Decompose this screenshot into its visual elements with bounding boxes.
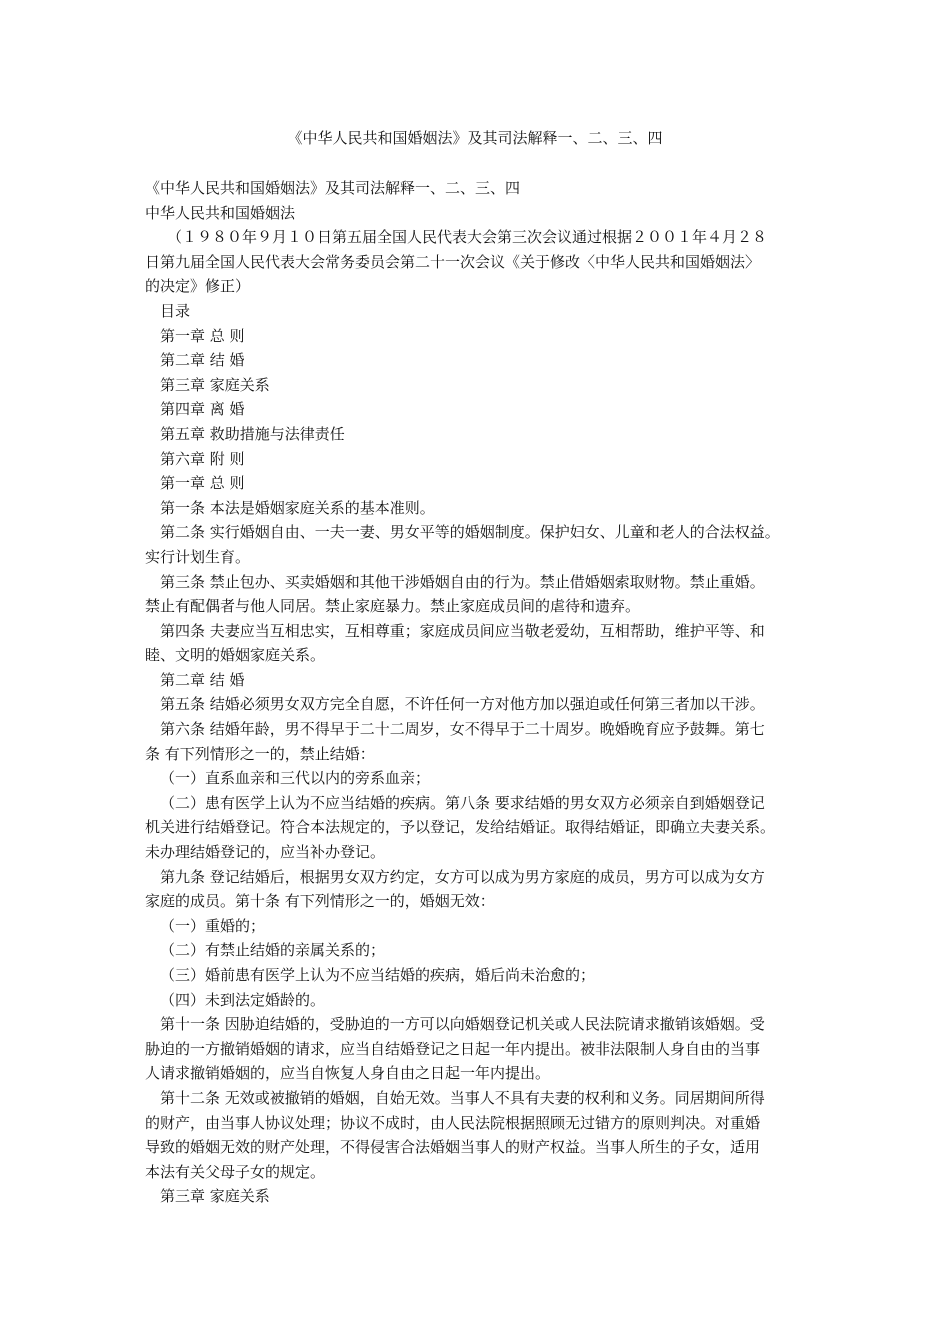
text-line: 的财产，由当事人协议处理；协议不成时，由人民法院根据照顾无过错方的原则判决。对重婚 [145,1113,761,1132]
text-line: 条 有下列情形之一的，禁止结婚： [145,744,375,763]
text-line: 实行计划生育。 [145,547,251,566]
text-line: （一）直系血亲和三代以内的旁系血亲； [160,769,431,788]
text-line: 机关进行结婚登记。符合本法规定的，予以登记，发给结婚证。取得结婚证，即确立夫妻关系。 [145,818,776,837]
text-line: 目录 [160,301,191,320]
text-line: 日第九届全国人民代表大会常务委员会第二十一次会议《关于修改〈中华人民共和国婚姻法〉 [145,252,761,271]
text-line: 人请求撤销婚姻的，应当自恢复人身自由之日起一年内提出。 [145,1064,551,1083]
text-line: 第二章 结 婚 [160,351,245,370]
text-line: 禁止有配偶者与他人同居。禁止家庭暴力。禁止家庭成员间的虐待和遗弃。 [145,597,641,616]
document-title: 《中华人民共和国婚姻法》及其司法解释一、二、三、四 [287,129,663,147]
text-line: 睦、文明的婚姻家庭关系。 [145,646,326,665]
text-line: 第三章 家庭关系 [160,375,270,394]
text-line: 的决定》修正） [145,277,251,296]
text-line: （１９８０年９月１０日第五届全国人民代表大会第三次会议通过根据２００１年４月２８ [167,228,768,247]
text-line: 第十二条 无效或被撤销的婚姻，自始无效。当事人不具有夫妻的权利和义务。同居期间所得 [160,1088,765,1107]
text-line: 第六章 附 则 [160,449,245,468]
text-line: （二）有禁止结婚的亲属关系的； [160,941,386,960]
text-line: 第二章 结 婚 [160,670,245,689]
text-line: 第十一条 因胁迫结婚的，受胁迫的一方可以向婚姻登记机关或人民法院请求撤销该婚姻。受 [160,1015,765,1034]
text-line: 第一章 总 则 [160,326,245,345]
text-line: 第二条 实行婚姻自由、一夫一妻、男女平等的婚姻制度。保护妇女、儿童和老人的合法权益。 [160,523,780,542]
text-line: （四）未到法定婚龄的。 [160,990,326,1009]
text-line: 《中华人民共和国婚姻法》及其司法解释一、二、三、四 [145,179,521,197]
text-line: 胁迫的一方撤销婚姻的请求，应当自结婚登记之日起一年内提出。被非法限制人身自由的当事 [145,1039,761,1058]
text-line: 未办理结婚登记的，应当补办登记。 [145,843,386,862]
text-line: （二）患有医学上认为不应当结婚的疾病。第八条 要求结婚的男女双方必须亲自到婚姻登记 [160,793,765,812]
text-line: 中华人民共和国婚姻法 [145,203,296,222]
text-line: 第三章 家庭关系 [160,1187,270,1206]
text-line: 第四章 离 婚 [160,400,245,419]
text-line: 第三条 禁止包办、买卖婚姻和其他干涉婚姻自由的行为。禁止借婚姻索取财物。禁止重婚。 [160,572,765,591]
text-line: 家庭的成员。第十条 有下列情形之一的，婚姻无效： [145,892,495,911]
text-line: 第一条 本法是婚姻家庭关系的基本准则。 [160,498,435,517]
text-line: 第五章 救助措施与法律责任 [160,424,345,443]
text-line: 第九条 登记结婚后，根据男女双方约定，女方可以成为男方家庭的成员，男方可以成为女方 [160,867,765,886]
text-line: （三）婚前患有医学上认为不应当结婚的疾病，婚后尚未治愈的； [160,966,596,984]
text-line: 本法有关父母子女的规定。 [145,1162,326,1181]
text-line: 第五条 结婚必须男女双方完全自愿，不许任何一方对他方加以强迫或任何第三者加以干涉。 [160,695,765,714]
text-line: 导致的婚姻无效的财产处理，不得侵害合法婚姻当事人的财产权益。当事人所生的子女，适用 [145,1138,761,1157]
document-body [145,176,815,1209]
text-line: 第四条 夫妻应当互相忠实，互相尊重；家庭成员间应当敬老爱幼，互相帮助，维护平等、和 [160,621,765,640]
text-line: 第六条 结婚年龄，男不得早于二十二周岁，女不得早于二十周岁。晚婚晚育应予鼓舞。第七 [160,720,765,739]
text-line: （一）重婚的； [160,916,266,935]
text-line: 第一章 总 则 [160,474,245,493]
